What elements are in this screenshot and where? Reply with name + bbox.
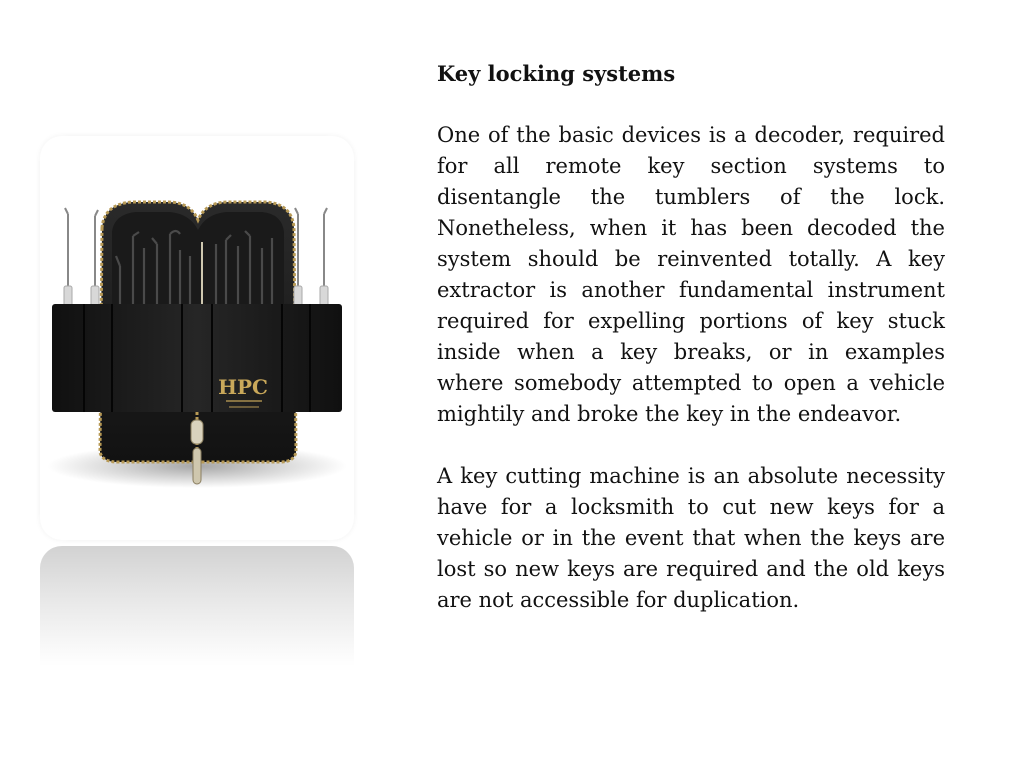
lock-pick-set-image (40, 136, 354, 540)
lock-pick-case-illustration (40, 136, 354, 540)
brand-logo: HPC (218, 375, 268, 399)
slide-heading: Key locking systems (437, 61, 676, 86)
brand-underline-2 (229, 406, 259, 408)
text-column (437, 58, 945, 647)
paragraph-key-cutting: A key cutting machine is an absolute necessity have for a locksmith to cut new keys for a vehicle or in the event that when the keys are lost so new keys are required and the old keys are not accessible for duplication. (437, 464, 945, 612)
paragraph-decoder: One of the basic devices is a decoder, required for all remote key section systems to disentangle the tumblers of the lock. Nonetheless, when it has been decoded the system should be reinvented totally. A key extractor is another fundamental instrument required for expelling portions of key stuck inside when a key breaks, or in examples where somebody attempted to open a vehicle mightily and broke the key in the endeavor. (437, 123, 945, 426)
zipper-pull (191, 420, 203, 444)
image-reflection (40, 546, 354, 666)
brand-underline (226, 400, 262, 402)
case-front-pockets (52, 304, 342, 412)
zipper-tab (193, 448, 201, 484)
